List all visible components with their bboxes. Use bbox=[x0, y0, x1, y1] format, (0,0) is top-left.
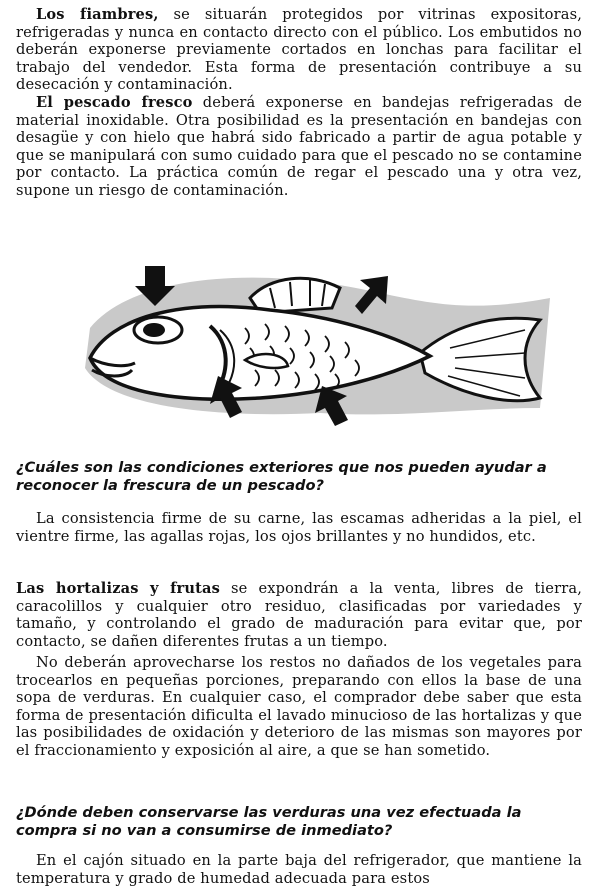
fish-illustration bbox=[70, 258, 560, 438]
question-conservar-verduras: ¿Dónde deben conservarse las verduras una vez efectuada la compra si no van a consumirse de inmediato? bbox=[16, 804, 522, 839]
text-fiambres: se situarán protegidos por vitrinas expositoras, refrigeradas y nunca en contacto directo con el público. Los embutidos no deberán exponerse previamente cortados en lonchas para facilitar el trabajo del vendedor. Esta forma de presentación contribuye a su desecación y contaminación. bbox=[16, 6, 582, 94]
paragraph-hortalizas bbox=[16, 580, 582, 650]
paragraph-fiambres bbox=[16, 6, 582, 94]
lead-pescado: El pescado fresco bbox=[36, 94, 193, 111]
lead-hortalizas: Las hortalizas y frutas bbox=[16, 580, 221, 597]
lead-fiambres: Los fiambres, bbox=[36, 6, 159, 23]
text-hortalizas: se expondrán a la venta, libres de tierra, caracolillos y cualquier otro residuo, clasificadas por variedades y tamaño, y controlando el grado de maduración para evitar que, por contacto, se dañen diferentes frutas a un tiempo. bbox=[16, 580, 582, 650]
text-pescado: deberá exponerse en bandejas refrigeradas de material inoxidable. Otra posibilidad es la presentación en bandejas con desagüe y con hielo que habrá sido fabricado a partir de agua potable y que se manipulará con sumo cuidado para que el pescado no se contamine por contacto. La práctica común de regar el pescado una y otra vez, supone un riesgo de contaminación. bbox=[16, 94, 582, 199]
answer-conservar-verduras: En el cajón situado en la parte baja del refrigerador, que mantiene la temperatura y grado de humedad adecuada para estos bbox=[16, 852, 582, 887]
question-frescura-pescado: ¿Cuáles son las condiciones exteriores que nos pueden ayudar a reconocer la frescura de un pescado? bbox=[16, 459, 547, 494]
paragraph-restos-vegetales: No deberán aprovecharse los restos no dañados de los vegetales para trocearlos en pequeñas porciones, preparando con ellos la base de una sopa de verduras. En cualquier caso, el comprador debe saber que esta forma de presentación dificulta el lavado minucioso de las hortalizas y que las posibilidades de oxidación y deterioro de las mismas son mayores por el fraccionamiento y exposición al aire, a que se han sometido. bbox=[16, 654, 582, 759]
paragraph-pescado bbox=[16, 94, 582, 200]
answer-frescura-pescado: La consistencia firme de su carne, las escamas adheridas a la piel, el vientre firme, las agallas rojas, los ojos brillantes y no hundidos, etc. bbox=[16, 510, 582, 545]
